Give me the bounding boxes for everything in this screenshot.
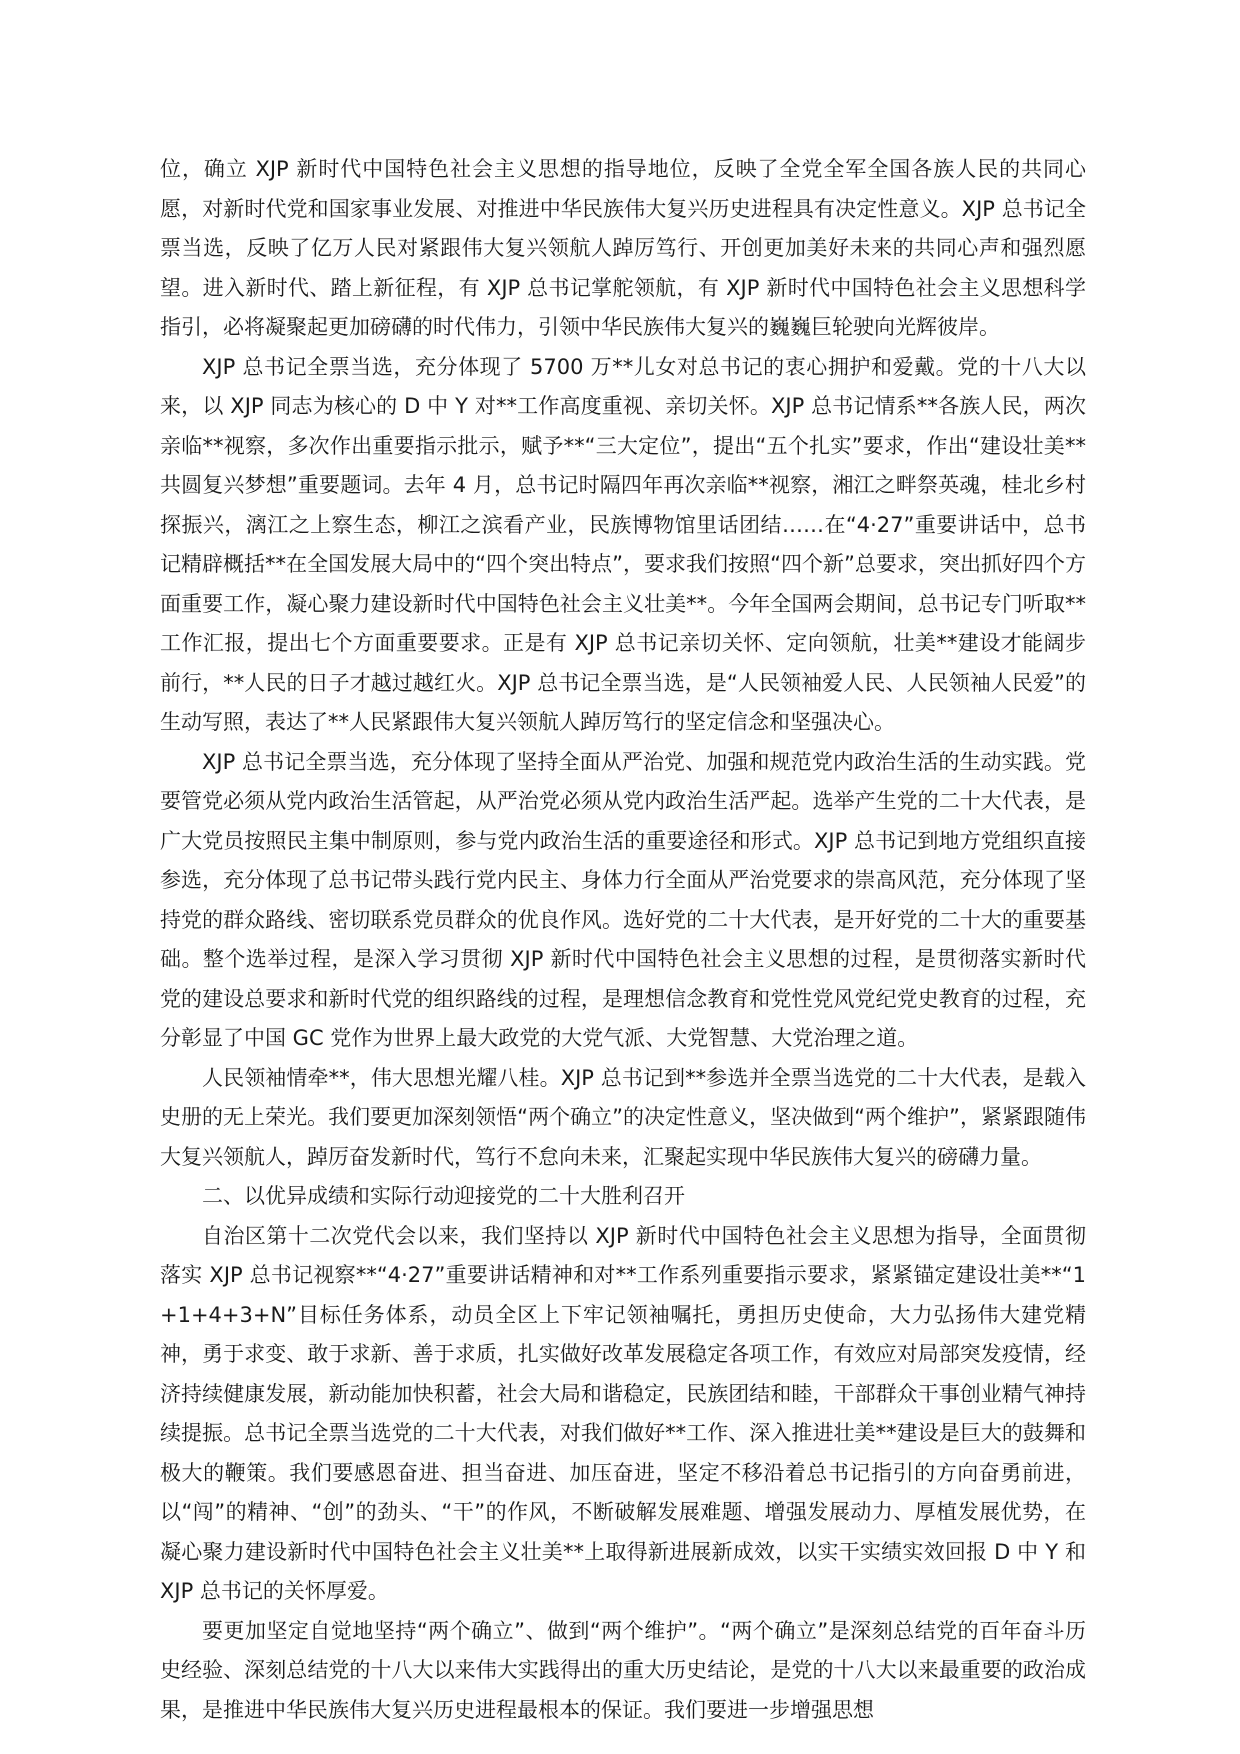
paragraph-6: 自治区第十二次党代会以来，我们坚持以 XJP 新时代中国特色社会主义思想为指导，全面贯彻落实 XJP 总书记视察**“4·27”重要讲话精神和对**工作系列重要指示要求，紧紧锚定建设壮美**“1+1+4+3+N”目标任务体系，动员全区上下牢记领袖嘱托，勇担历史使命，大力弘扬伟大建党精神，勇于求变、敢于求新、善于求质，扎实做好改革发展稳定各项工作，有效应对局部突发疫情，经济持续健康发展，新动能加快积蓄，社会大局和谐稳定，民族团结和睦，干部群众干事创业精气神持续提振。总书记全票当选党的二十大代表，对我们做好**工作、深入推进壮美**建设是巨大的鼓舞和极大的鞭策。我们要感恩奋进、担当奋进、加压奋进，坚定不移沿着总书记指引的方向奋勇前进，以“闯”的精神、“创”的劲头、“干”的作风，不断破解发展难题、增强发展动力、厚植发展优势，在凝心聚力建设新时代中国特色社会主义壮美**上取得新进展新成效，以实干实绩实效回报 D 中 Y 和 XJP 总书记的关怀厚爱。 bbox=[160, 1223, 1086, 1603]
document-body bbox=[160, 150, 1086, 1730]
paragraph-2: XJP 总书记全票当选，充分体现了 5700 万**儿女对总书记的衷心拥护和爱戴。党的十八大以来，以 XJP 同志为核心的 D 中 Y 对**工作高度重视、亲切关怀。XJP 总书记情系**各族人民，两次亲临**视察，多次作出重要指示批示，赋予**“三大定位”，提出“五个扎实”要求，作出“建设壮美** 共圆复兴梦想”重要题词。去年 4 月，总书记时隔四年再次亲临**视察，湘江之畔祭英魂，桂北乡村探振兴，漓江之上察生态，柳江之滨看产业，民族博物馆里话团结……在“4·27”重要讲话中，总书记精辟概括**在全国发展大局中的“四个突出特点”，要求我们按照“四个新”总要求，突出抓好四个方面重要工作，凝心聚力建设新时代中国特色社会主义壮美**。今年全国两会期间，总书记专门听取**工作汇报，提出七个方面重要要求。正是有 XJP 总书记亲切关怀、定向领航，壮美**建设才能阔步前行，**人民的日子才越过越红火。XJP 总书记全票当选，是“人民领袖爱人民、人民领袖人民爱”的生动写照，表达了**人民紧跟伟大复兴领航人踔厉笃行的坚定信念和坚强决心。 bbox=[160, 354, 1086, 734]
section-heading: 二、以优异成绩和实际行动迎接党的二十大胜利召开 bbox=[202, 1184, 685, 1208]
paragraph-3: XJP 总书记全票当选，充分体现了坚持全面从严治党、加强和规范党内政治生活的生动实践。党要管党必须从党内政治生活管起，从严治党必须从党内政治生活严起。选举产生党的二十大代表，是广大党员按照民主集中制原则，参与党内政治生活的重要途径和形式。XJP 总书记到地方党组织直接参选，充分体现了总书记带头践行党内民主、身体力行全面从严治党要求的崇高风范，充分体现了坚持党的群众路线、密切联系党员群众的优良作风。选好党的二十大代表，是开好党的二十大的重要基础。整个选举过程，是深入学习贯彻 XJP 新时代中国特色社会主义思想的过程，是贯彻落实新时代党的建设总要求和新时代党的组织路线的过程，是理想信念教育和党性党风党纪党史教育的过程，充分彰显了中国 GC 党作为世界上最大政党的大党气派、大党智慧、大党治理之道。 bbox=[160, 749, 1086, 1050]
paragraph-1: 位，确立 XJP 新时代中国特色社会主义思想的指导地位，反映了全党全军全国各族人民的共同心愿，对新时代党和国家事业发展、对推进中华民族伟大复兴历史进程具有决定性意义。XJP 总书记全票当选，反映了亿万人民对紧跟伟大复兴领航人踔厉笃行、开创更加美好未来的共同心声和强烈愿望。进入新时代、踏上新征程，有 XJP 总书记掌舵领航，有 XJP 新时代中国特色社会主义思想科学指引，必将凝聚起更加磅礴的时代伟力，引领中华民族伟大复兴的巍巍巨轮驶向光辉彼岸。 bbox=[160, 157, 1086, 339]
paragraph-7: 要更加坚定自觉地坚持“两个确立”、做到“两个维护”。“两个确立”是深刻总结党的百年奋斗历史经验、深刻总结党的十八大以来伟大实践得出的重大历史结论，是党的十八大以来最重要的政治成果，是推进中华民族伟大复兴历史进程最根本的保证。我们要进一步增强思想 bbox=[160, 1618, 1086, 1722]
paragraph-4: 人民领袖情牵**，伟大思想光耀八桂。XJP 总书记到**参选并全票当选党的二十大代表，是载入史册的无上荣光。我们要更加深刻领悟“两个确立”的决定性意义，坚决做到“两个维护”，紧紧跟随伟大复兴领航人，踔厉奋发新时代，笃行不怠向未来，汇聚起实现中华民族伟大复兴的磅礴力量。 bbox=[160, 1065, 1086, 1169]
